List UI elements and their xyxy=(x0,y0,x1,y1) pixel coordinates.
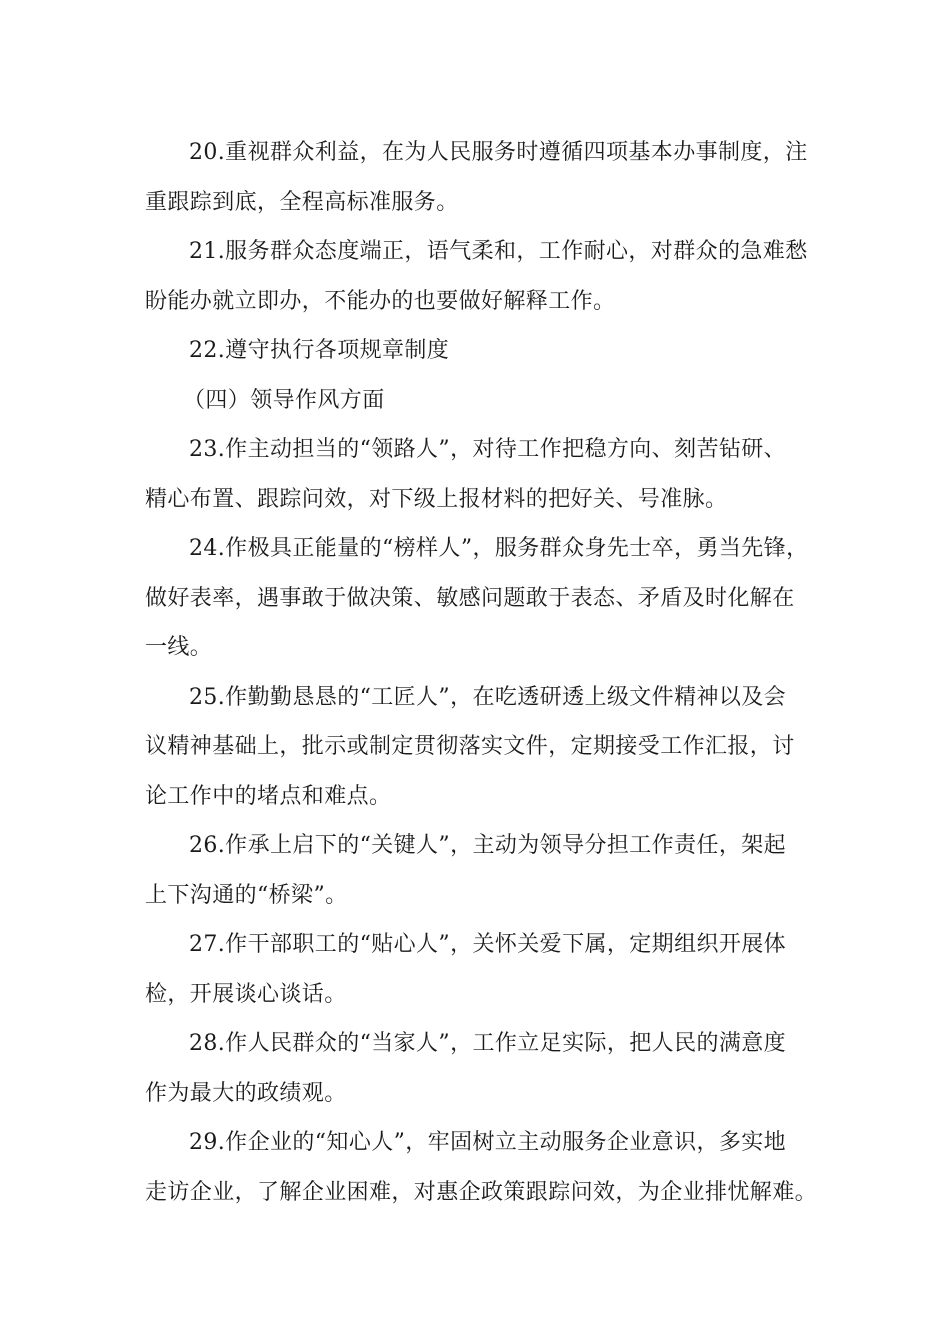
text-line: 26.作承上启下的“关键人”，主动为领导分担工作责任，架起 xyxy=(189,833,787,858)
text-line: 25.作勤勤恳恳的“工匠人”，在吃透研透上级文件精神以及会 xyxy=(189,684,787,710)
text-line: 22.遵守执行各项规章制度 xyxy=(189,338,450,363)
paragraph-28 xyxy=(145,1019,810,1118)
text-line: 走访企业，了解企业困难，对惠企政策跟踪问效，为企业排忧解难。 xyxy=(145,1179,818,1205)
paragraph-27 xyxy=(145,920,810,1019)
text-line: 做好表率，遇事敢于做决策、敏感问题敢于表态、矛盾及时化解在 xyxy=(145,585,795,611)
paragraph-26 xyxy=(145,821,810,920)
text-line: 精心布置、跟踪问效，对下级上报材料的把好关、号准脉。 xyxy=(145,486,728,512)
text-line: 21.服务群众态度端正，语气柔和，工作耐心，对群众的急难愁 xyxy=(189,239,808,264)
paragraph-23 xyxy=(145,425,810,524)
text-line: 论工作中的堵点和难点。 xyxy=(145,783,392,809)
text-line: 议精神基础上，批示或制定贯彻落实文件，定期接受工作汇报，讨 xyxy=(145,734,795,759)
text-line: 重跟踪到底，全程高标准服务。 xyxy=(145,189,459,215)
paragraph-21 xyxy=(145,227,810,326)
text-line: 检，开展谈心谈话。 xyxy=(145,981,347,1007)
text-line: 作为最大的政绩观。 xyxy=(145,1080,347,1106)
paragraph-20 xyxy=(145,128,810,227)
text-line: 上下沟通的“桥梁”。 xyxy=(145,882,348,908)
text-line: 28.作人民群众的“当家人”，工作立足实际，把人民的满意度 xyxy=(189,1031,787,1056)
paragraph-29 xyxy=(145,1118,818,1217)
text-line: 27.作干部职工的“贴心人”，关怀关爱下属，定期组织开展体 xyxy=(189,932,787,957)
text-line: 20.重视群众利益，在为人民服务时遵循四项基本办事制度，注 xyxy=(189,140,808,165)
document-body xyxy=(145,128,818,1217)
text-line: 一线。 xyxy=(145,635,213,660)
text-line: 24.作极具正能量的“榜样人”，服务群众身先士卒，勇当先锋， xyxy=(189,536,809,561)
text-line: 盼能办就立即办，不能办的也要做好解释工作。 xyxy=(145,288,616,314)
text-line: 23.作主动担当的“领路人”，对待工作把稳方向、刻苦钻研、 xyxy=(189,437,787,462)
section-heading xyxy=(145,376,810,426)
paragraph-24 xyxy=(145,524,810,673)
section-heading-text: （四）领导作风方面 xyxy=(183,387,385,413)
paragraph-25 xyxy=(145,673,810,822)
paragraph-22 xyxy=(145,326,810,376)
text-line: 29.作企业的“知心人”，牢固树立主动服务企业意识，多实地 xyxy=(189,1130,787,1155)
